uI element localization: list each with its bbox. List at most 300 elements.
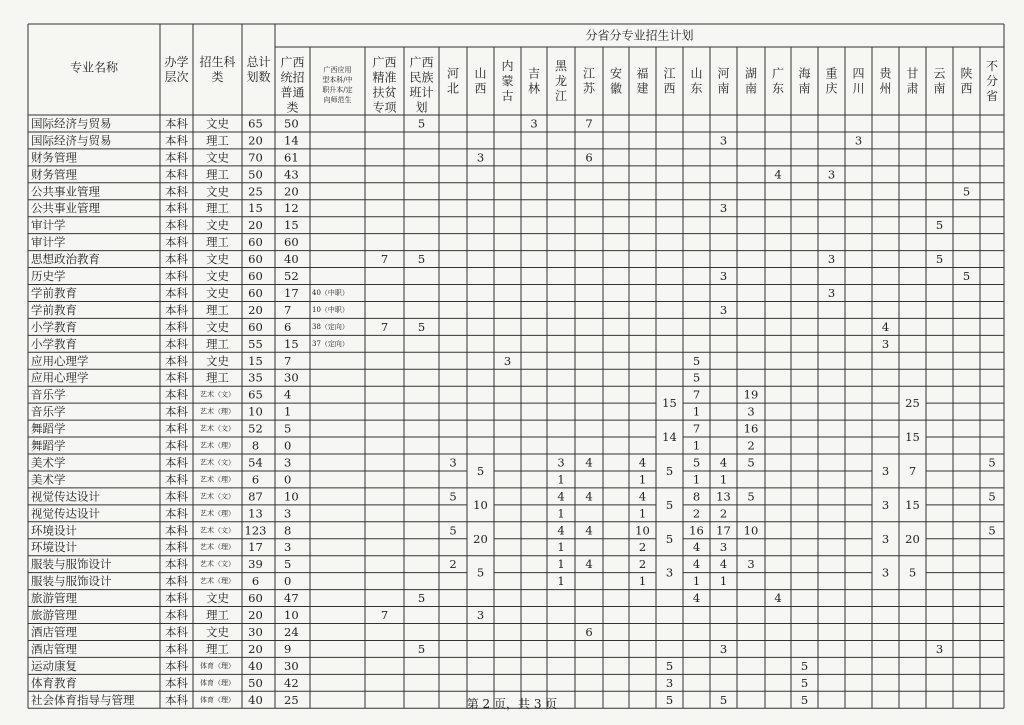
level-cell: 本科 [165, 404, 188, 419]
level-cell: 本科 [165, 641, 188, 656]
plan-cell-gx: 15 [284, 336, 299, 351]
plan-cell-gx: 25 [284, 692, 299, 707]
merged-plan-cell-jx: 3 [665, 565, 674, 580]
total-cell: 70 [248, 150, 263, 165]
plan-cell-gx: 7 [284, 302, 292, 317]
header-col-hb: 北 [446, 81, 460, 96]
major-name: 服装与服饰设计 [31, 574, 112, 589]
plan-cell-yn: 5 [935, 252, 944, 267]
major-name: 公共事业管理 [31, 201, 100, 216]
level-cell: 本科 [165, 472, 188, 487]
header-col-jl: 林 [527, 81, 541, 96]
plan-cell-gx: 42 [284, 675, 299, 690]
plan-cell-js: 4 [585, 523, 593, 538]
plan-cell-cq: 3 [827, 252, 836, 267]
level-cell: 本科 [165, 269, 188, 284]
plan-cell-nmg: 3 [503, 353, 512, 368]
plan-cell-mz: 5 [417, 591, 426, 606]
total-cell: 40 [248, 692, 263, 707]
total-cell: 50 [248, 167, 263, 182]
level-cell: 本科 [165, 319, 188, 334]
total-cell: 65 [248, 116, 263, 131]
level-cell: 本科 [165, 489, 188, 504]
plan-cell-gz: 3 [881, 336, 890, 351]
total-cell: 52 [248, 421, 263, 436]
category-cell: 文史 [206, 319, 229, 334]
major-name: 体育教育 [31, 675, 77, 690]
plan-cell-hen: 4 [719, 455, 728, 470]
category-cell: 理工 [206, 370, 229, 385]
level-cell: 本科 [165, 591, 188, 606]
plan-cell-hen: 17 [716, 523, 731, 538]
major-name: 旅游管理 [31, 608, 77, 623]
total-cell: 39 [248, 557, 263, 572]
total-cell: 40 [248, 658, 263, 673]
total-cell: 25 [248, 184, 263, 199]
plan-cell-fj: 1 [638, 574, 647, 589]
plan-cell-hain: 5 [800, 675, 809, 690]
level-cell: 本科 [165, 218, 188, 233]
header-col-gx: 类 [286, 100, 299, 115]
plan-cell-gx: 4 [284, 387, 292, 402]
level-cell: 本科 [165, 116, 188, 131]
header-col-hn: 南 [744, 81, 758, 96]
plan-cell-cq: 3 [827, 167, 836, 182]
plan-cell-hb: 5 [449, 489, 457, 504]
major-name: 应用心理学 [31, 353, 89, 368]
major-name: 酒店管理 [31, 641, 77, 656]
level-cell: 本科 [165, 557, 188, 572]
plan-cell-fj: 2 [638, 540, 647, 555]
plan-cell-sd: 1 [692, 472, 701, 487]
plan-cell-yy: 37（定向） [312, 339, 349, 348]
plan-cell-jx: 5 [665, 692, 674, 707]
major-name: 旅游管理 [31, 591, 77, 606]
plan-cell-hn: 5 [747, 455, 755, 470]
plan-cell-hn: 5 [747, 489, 755, 504]
header-col-nmg: 古 [501, 89, 514, 103]
major-name: 环境设计 [31, 523, 77, 538]
total-cell: 60 [248, 269, 263, 284]
plan-cell-fj: 1 [638, 506, 647, 521]
plan-cell-gz: 4 [881, 319, 890, 334]
plan-cell-hen: 1 [719, 574, 728, 589]
plan-cell-jx: 5 [665, 658, 674, 673]
total-cell: 6 [251, 574, 260, 589]
header-col-mz: 广西 [409, 55, 434, 70]
major-name: 社会体育指导与管理 [31, 692, 135, 707]
plan-cell-mz: 5 [417, 252, 426, 267]
header-col-hlj: 黑 [554, 59, 568, 73]
total-cell: 6 [251, 472, 260, 487]
level-cell: 本科 [165, 336, 188, 351]
header-col-yn: 云 [933, 66, 946, 81]
plan-cell-hen: 1 [719, 472, 728, 487]
category-cell: 文史 [206, 591, 229, 606]
merged-plan-cell-jx: 5 [665, 463, 674, 478]
header-col-yn: 南 [933, 81, 946, 96]
plan-cell-gx: 60 [284, 235, 299, 250]
major-name: 国际经济与贸易 [31, 116, 112, 131]
total-cell: 20 [248, 302, 263, 317]
header-total: 总计 [246, 55, 271, 69]
header-category: 招生科 [199, 55, 236, 69]
total-cell: 20 [248, 608, 263, 623]
total-cell: 20 [248, 133, 263, 148]
plan-cell-gx: 12 [284, 201, 299, 216]
plan-cell-gx: 3 [284, 540, 292, 555]
header-col-yy: 型本科/中 [322, 76, 353, 84]
category-cell: 文史 [206, 218, 229, 233]
plan-cell-mz: 5 [417, 116, 426, 131]
major-name: 财务管理 [31, 150, 77, 165]
major-name: 美术学 [31, 455, 66, 470]
plan-cell-yy: 40（中职） [312, 288, 349, 297]
plan-cell-sd: 8 [692, 489, 701, 504]
plan-cell-fj: 10 [635, 523, 650, 538]
major-name: 视觉传达设计 [31, 506, 100, 521]
plan-cell-hlj: 1 [557, 540, 565, 555]
plan-cell-sd: 5 [692, 370, 701, 385]
plan-cell-jz: 7 [380, 252, 389, 267]
plan-cell-js: 4 [585, 557, 593, 572]
plan-cell-sc: 3 [854, 133, 863, 148]
header-col-ah: 徽 [609, 81, 623, 96]
plan-cell-hlj: 1 [557, 557, 565, 572]
plan-cell-sd: 7 [692, 421, 701, 436]
plan-cell-hlj: 4 [557, 489, 565, 504]
total-cell: 60 [248, 319, 263, 334]
header-col-gs: 肃 [906, 81, 919, 96]
level-cell: 本科 [165, 370, 188, 385]
total-cell: 20 [248, 218, 263, 233]
category-cell: 艺术（文） [200, 526, 235, 535]
total-cell: 8 [251, 438, 260, 453]
total-cell: 17 [248, 540, 263, 555]
header-col-js: 江 [582, 66, 596, 81]
category-cell: 体育（理） [200, 678, 235, 687]
major-name: 舞蹈学 [31, 421, 66, 436]
merged-plan-cell-sx: 5 [476, 463, 485, 478]
plan-cell-fj: 1 [638, 472, 647, 487]
header-col-jz: 专项 [372, 100, 397, 115]
plan-cell-gd: 4 [774, 591, 782, 606]
plan-cell-gx: 8 [284, 523, 292, 538]
level-cell: 本科 [165, 150, 188, 165]
plan-cell-gx: 15 [284, 218, 299, 233]
merged-plan-cell-jx: 14 [662, 430, 677, 445]
plan-cell-hlj: 3 [557, 455, 565, 470]
category-cell: 艺术（理） [200, 407, 235, 416]
plan-cell-sd: 7 [692, 387, 701, 402]
header-col-ah: 安 [609, 66, 623, 81]
plan-cell-hn: 3 [747, 557, 755, 572]
major-name: 学前教育 [31, 302, 77, 317]
category-cell: 理工 [206, 133, 229, 148]
total-cell: 87 [248, 489, 263, 504]
total-cell: 35 [248, 370, 263, 385]
merged-plan-cell-gs: 25 [905, 396, 920, 411]
major-name: 舞蹈学 [31, 438, 66, 453]
category-cell: 艺术（文） [200, 560, 235, 569]
plan-cell-sd: 5 [692, 353, 701, 368]
header-total: 划数 [246, 70, 271, 84]
header-col-shx: 西 [960, 81, 973, 96]
plan-cell-hn: 10 [743, 523, 759, 538]
plan-cell-hlj: 4 [557, 523, 565, 538]
header-col-gz: 州 [879, 81, 892, 96]
level-cell: 本科 [165, 133, 188, 148]
total-cell: 60 [248, 235, 263, 250]
level-cell: 本科 [165, 675, 188, 690]
plan-cell-hen: 3 [719, 133, 728, 148]
category-cell: 文史 [206, 285, 229, 300]
plan-cell-sd: 4 [692, 540, 701, 555]
merged-plan-cell-sx: 5 [476, 565, 485, 580]
category-cell: 艺术（理） [200, 441, 235, 450]
major-name: 环境设计 [31, 540, 77, 555]
plan-cell-sx: 3 [476, 150, 485, 165]
major-name: 音乐学 [31, 404, 66, 419]
level-cell: 本科 [165, 624, 188, 639]
category-cell: 艺术（理） [200, 577, 235, 586]
plan-cell-gd: 4 [774, 167, 782, 182]
plan-cell-gx: 9 [284, 641, 292, 656]
plan-cell-hlj: 1 [557, 472, 565, 487]
plan-cell-js: 6 [585, 150, 593, 165]
plan-cell-hb: 5 [449, 523, 457, 538]
header-col-gz: 贵 [879, 66, 892, 81]
total-cell: 123 [244, 523, 267, 538]
plan-cell-js: 7 [585, 116, 593, 131]
plan-cell-gx: 5 [284, 557, 292, 572]
plan-cell-sd: 4 [692, 591, 701, 606]
plan-cell-hen: 5 [719, 692, 728, 707]
level-cell: 本科 [165, 523, 188, 538]
merged-plan-cell-gs: 7 [908, 463, 917, 478]
header-col-hn: 湖 [744, 66, 758, 81]
major-name: 服装与服饰设计 [31, 557, 112, 572]
major-name: 小学教育 [31, 336, 77, 351]
header-col-shx: 陕 [960, 66, 973, 81]
header-col-fj: 福 [636, 66, 649, 81]
header-col-sc: 川 [852, 81, 865, 96]
plan-cell-bf: 5 [988, 455, 996, 470]
plan-cell-hb: 2 [449, 557, 457, 572]
plan-cell-yn: 5 [935, 218, 944, 233]
header-col-hain: 海 [798, 66, 811, 81]
total-cell: 54 [248, 455, 263, 470]
total-cell: 15 [248, 353, 263, 368]
plan-cell-shx: 5 [962, 184, 971, 199]
header-col-jl: 吉 [527, 66, 541, 81]
level-cell: 本科 [165, 285, 188, 300]
level-cell: 本科 [165, 574, 188, 589]
category-cell: 艺术（理） [200, 543, 235, 552]
plan-cell-gx: 0 [284, 438, 292, 453]
header-col-sc: 四 [852, 66, 865, 81]
plan-cell-mz: 5 [417, 641, 426, 656]
plan-cell-gx: 3 [284, 506, 292, 521]
category-cell: 文史 [206, 624, 229, 639]
category-cell: 理工 [206, 235, 229, 250]
plan-cell-gx: 40 [284, 252, 299, 267]
plan-cell-sd: 5 [692, 455, 701, 470]
header-col-nmg: 内 [501, 59, 514, 73]
plan-cell-shx: 5 [962, 269, 971, 284]
major-name: 财务管理 [31, 167, 77, 182]
header-col-cq: 重 [825, 66, 838, 81]
merged-plan-cell-gz: 3 [881, 531, 890, 546]
header-col-gd: 广 [771, 66, 785, 81]
plan-cell-mz: 5 [417, 319, 426, 334]
header-col-mz: 划 [415, 100, 428, 115]
plan-cell-hb: 3 [449, 455, 457, 470]
total-cell: 60 [248, 591, 263, 606]
level-cell: 本科 [165, 201, 188, 216]
header-col-bf: 不 [985, 59, 999, 73]
category-cell: 体育（理） [200, 695, 235, 704]
level-cell: 本科 [165, 302, 188, 317]
plan-cell-gx: 0 [284, 574, 292, 589]
category-cell: 理工 [206, 302, 229, 317]
category-cell: 艺术（理） [200, 475, 235, 484]
total-cell: 13 [248, 506, 263, 521]
category-cell: 理工 [206, 641, 229, 656]
header-col-cq: 庆 [825, 81, 838, 96]
level-cell: 本科 [165, 235, 188, 250]
plan-cell-gx: 47 [284, 591, 299, 606]
category-cell: 体育（理） [200, 661, 235, 670]
header-col-js: 苏 [582, 81, 596, 96]
plan-cell-fj: 4 [638, 455, 647, 470]
plan-cell-sx: 3 [476, 608, 485, 623]
plan-cell-hen: 2 [719, 506, 728, 521]
plan-cell-hn: 19 [743, 387, 759, 402]
merged-plan-cell-gs: 20 [905, 531, 920, 546]
header-col-hain: 南 [798, 81, 811, 96]
plan-cell-gx: 0 [284, 472, 292, 487]
level-cell: 本科 [165, 506, 188, 521]
plan-cell-hen: 3 [719, 269, 728, 284]
plan-cell-sd: 2 [692, 506, 701, 521]
merged-plan-cell-jx: 5 [665, 497, 674, 512]
category-cell: 文史 [206, 353, 229, 368]
header-level: 办学 [164, 55, 189, 69]
category-cell: 文史 [206, 252, 229, 267]
plan-cell-gx: 14 [284, 133, 299, 148]
plan-cell-bf: 5 [988, 489, 996, 504]
plan-cell-js: 6 [585, 624, 593, 639]
total-cell: 65 [248, 387, 263, 402]
total-cell: 20 [248, 641, 263, 656]
merged-plan-cell-sx: 20 [473, 531, 488, 546]
merged-plan-cell-gs: 5 [908, 565, 917, 580]
category-cell: 文史 [206, 269, 229, 284]
header-col-nmg: 蒙 [501, 74, 514, 88]
header-col-hen: 南 [717, 81, 730, 96]
level-cell: 本科 [165, 438, 188, 453]
plan-cell-hen: 3 [719, 302, 728, 317]
plan-cell-hen: 4 [719, 557, 728, 572]
header-col-jx: 江 [663, 66, 676, 81]
header-col-jz: 精准 [372, 70, 397, 85]
plan-cell-gx: 61 [284, 150, 299, 165]
plan-cell-gx: 30 [284, 658, 299, 673]
major-name: 美术学 [31, 472, 66, 487]
header-col-gx: 普通 [280, 85, 305, 100]
total-cell: 55 [248, 336, 263, 351]
plan-cell-gx: 52 [284, 269, 299, 284]
level-cell: 本科 [165, 184, 188, 199]
category-cell: 艺术（文） [200, 458, 235, 467]
plan-cell-bf: 5 [988, 523, 996, 538]
header-col-sd: 山 [690, 66, 703, 81]
plan-cell-yy: 38（定向） [312, 322, 349, 331]
page-footer: 第 2 页，共 3 页 [466, 697, 558, 711]
level-cell: 本科 [165, 658, 188, 673]
level-cell: 本科 [165, 387, 188, 402]
plan-cell-sd: 16 [689, 523, 704, 538]
plan-cell-hn: 2 [747, 438, 755, 453]
plan-cell-gx: 30 [284, 370, 299, 385]
plan-cell-js: 4 [585, 489, 593, 504]
category-cell: 理工 [206, 167, 229, 182]
plan-cell-hn: 16 [743, 421, 759, 436]
plan-cell-hn: 3 [747, 404, 755, 419]
plan-cell-hen: 3 [719, 641, 728, 656]
category-cell: 理工 [206, 608, 229, 623]
plan-cell-js: 4 [585, 455, 593, 470]
plan-cell-hlj: 1 [557, 506, 565, 521]
header-col-hen: 河 [717, 66, 730, 81]
header-col-hlj: 龙 [554, 74, 568, 88]
plan-cell-gx: 43 [284, 167, 299, 182]
header-col-gx: 广西 [280, 55, 305, 70]
plan-cell-gx: 7 [284, 353, 292, 368]
plan-cell-gx: 10 [284, 489, 299, 504]
merged-plan-cell-jx: 5 [665, 531, 674, 546]
merged-plan-cell-sx: 10 [473, 497, 488, 512]
header-col-jx: 西 [663, 81, 676, 96]
header-col-jz: 扶贫 [372, 85, 397, 100]
header-col-hb: 河 [446, 66, 460, 81]
total-cell: 60 [248, 285, 263, 300]
level-cell: 本科 [165, 608, 188, 623]
plan-cell-jx: 3 [665, 675, 674, 690]
header-col-gx: 统招 [280, 70, 305, 85]
level-cell: 本科 [165, 353, 188, 368]
plan-cell-fj: 2 [638, 557, 647, 572]
major-name: 小学教育 [31, 319, 77, 334]
header-col-sd: 东 [690, 81, 703, 96]
header-col-yy: 广西应用 [323, 66, 352, 74]
category-cell: 理工 [206, 336, 229, 351]
plan-cell-cq: 3 [827, 285, 836, 300]
major-name: 审计学 [31, 235, 66, 250]
header-col-yy: 职升本/定 [322, 86, 353, 94]
plan-cell-yn: 3 [935, 641, 944, 656]
plan-cell-sd: 1 [692, 438, 701, 453]
header-col-mz: 民族 [409, 70, 434, 85]
category-cell: 艺术（文） [200, 424, 235, 433]
header-col-hlj: 江 [554, 89, 568, 103]
major-name: 公共事业管理 [31, 184, 100, 199]
merged-plan-cell-gs: 15 [905, 430, 920, 445]
plan-cell-jz: 7 [380, 319, 389, 334]
plan-cell-gx: 50 [284, 116, 299, 131]
plan-cell-gx: 3 [284, 455, 292, 470]
